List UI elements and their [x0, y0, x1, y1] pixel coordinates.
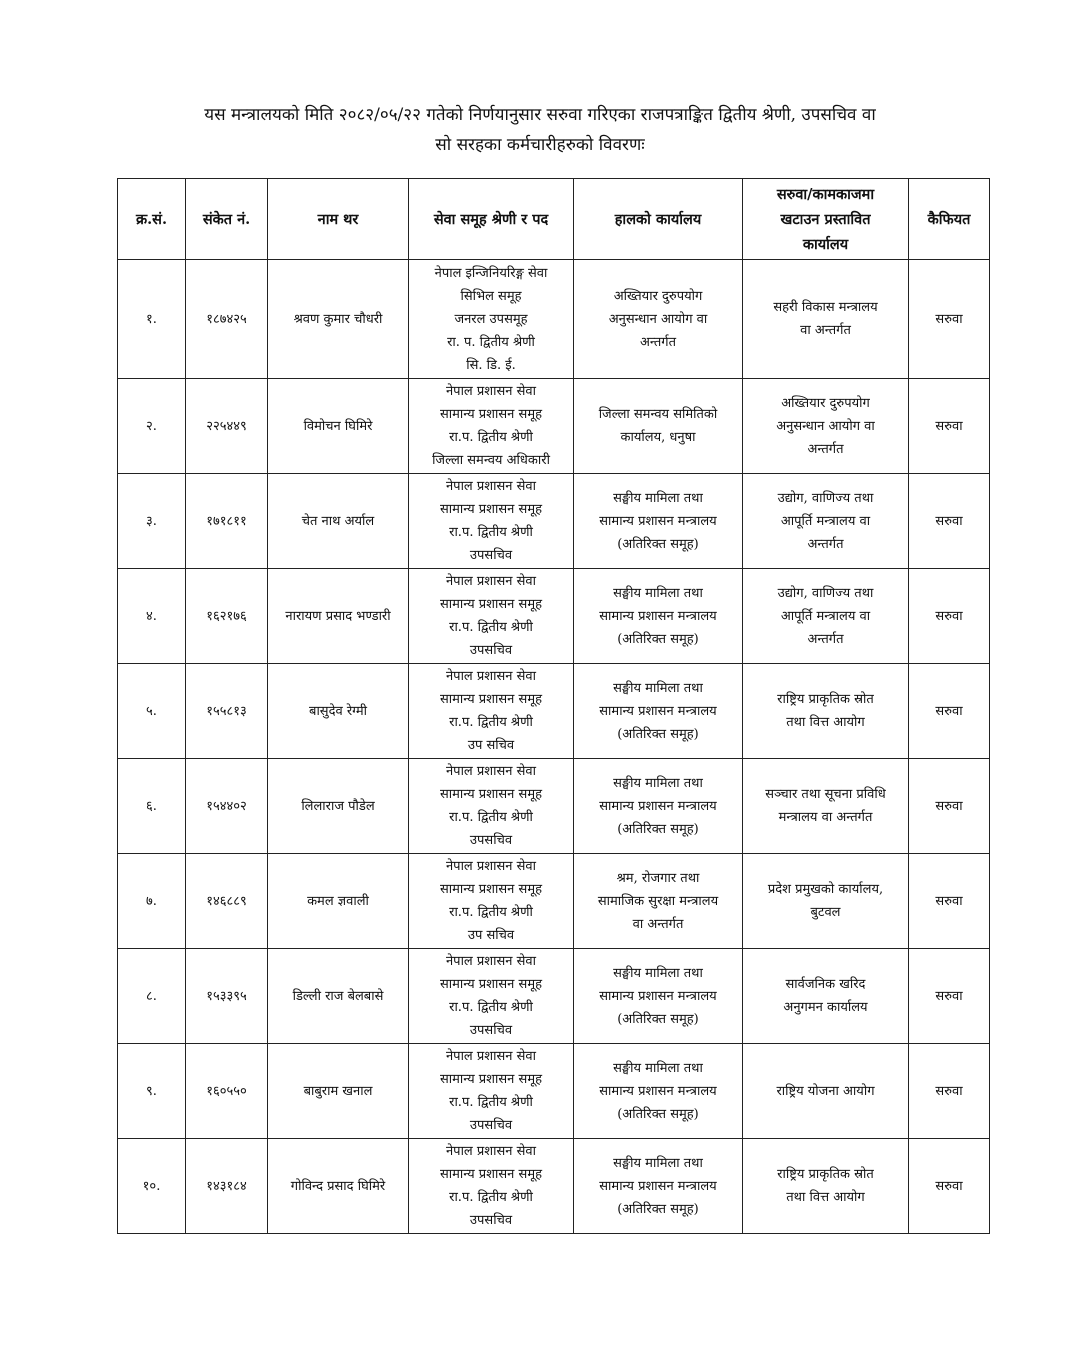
cell-service-line: सामान्य प्रशासन समूह [439, 882, 542, 897]
cell-proposed-office [743, 569, 909, 664]
cell-service-line: उपसचिव [469, 1118, 513, 1133]
cell-proposed-office [743, 474, 909, 569]
cell-proposed-office-line: सहरी विकास मन्त्रालय [773, 300, 878, 315]
cell-current-office [574, 664, 743, 759]
cell-current-office-line: कार्यालय, धनुषा [620, 430, 696, 445]
cell-service [409, 474, 574, 569]
cell-service-line: सामान्य प्रशासन समूह [439, 977, 542, 992]
cell-current-office [574, 949, 743, 1044]
cell-service-line: सामान्य प्रशासन समूह [439, 597, 542, 612]
table-row [118, 949, 990, 1044]
cell-current-office-line: सङ्घीय मामिला तथा [613, 680, 703, 696]
table-header-row [118, 179, 990, 260]
cell-current-office-line: सङ्घीय मामिला तथा [613, 1155, 703, 1171]
cell-proposed-office [743, 949, 909, 1044]
cell-service-line: जिल्ला समन्वय अधिकारी [432, 453, 550, 468]
cell-current-office [574, 1139, 743, 1234]
cell-current-office-line: सामान्य प्रशासन मन्त्रालय [599, 1178, 717, 1194]
cell-sn: ७. [118, 854, 186, 949]
cell-sn: ४. [118, 569, 186, 664]
cell-service-line: नेपाल इन्जिनियरिङ्ग सेवा [434, 265, 548, 281]
cell-current-office-line: सङ्घीय मामिला तथा [613, 585, 703, 601]
header-proposed-line: कार्यालय [802, 235, 849, 253]
cell-code: १७१८११ [186, 474, 268, 569]
cell-proposed-office-line: उद्योग, वाणिज्य तथा [777, 490, 874, 506]
cell-service-line: सिभिल समूह [460, 288, 522, 304]
cell-service [409, 1044, 574, 1139]
table-row [118, 379, 990, 474]
heading-line-1: यस मन्त्रालयको मिति २०८२/०५/२२ गतेको निर्णयानुसार सरुवा गरिएका राजपत्राङ्कित द्वितीय श्रेणी, उपसचिव वा [204, 105, 876, 125]
cell-name: श्रवण कुमार चौधरी [268, 260, 409, 379]
cell-current-office [574, 759, 743, 854]
cell-service-line: नेपाल प्रशासन सेवा [445, 574, 537, 589]
table-row [118, 1139, 990, 1234]
cell-proposed-office-line: आपूर्ति मन्त्रालय वा [780, 608, 871, 624]
cell-name: लिलाराज पौडेल [268, 759, 409, 854]
cell-service [409, 759, 574, 854]
cell-name: विमोचन घिमिरे [268, 379, 409, 474]
heading-line-2: सो सरहका कर्मचारीहरुको विवरणः [435, 135, 645, 155]
header-service: सेवा समूह श्रेणी र पद [409, 179, 574, 260]
cell-service-line: सामान्य प्रशासन समूह [439, 502, 542, 517]
cell-proposed-office-line: मन्त्रालय वा अन्तर्गत [778, 810, 873, 825]
cell-name: डिल्ली राज बेलबासे [268, 949, 409, 1044]
cell-remarks: सरुवा [909, 664, 990, 759]
cell-service-line: रा. प. द्वितीय श्रेणी [447, 334, 535, 350]
document-heading [120, 100, 960, 160]
cell-service [409, 1139, 574, 1234]
cell-code: २२५४४९ [186, 379, 268, 474]
cell-current-office-line: (अतिरिक्त समूह) [617, 821, 699, 837]
cell-current-office-line: सङ्घीय मामिला तथा [613, 965, 703, 981]
cell-code: १५५८१३ [186, 664, 268, 759]
cell-sn: ३. [118, 474, 186, 569]
cell-service-line: सामान्य प्रशासन समूह [439, 787, 542, 802]
cell-current-office [574, 379, 743, 474]
cell-proposed-office-line: प्रदेश प्रमुखको कार्यालय, [767, 882, 884, 897]
table-row [118, 664, 990, 759]
cell-current-office-line: सामान्य प्रशासन मन्त्रालय [599, 703, 717, 719]
cell-proposed-office-line: राष्ट्रिय प्राकृतिक स्रोत [777, 692, 874, 707]
cell-service-line: रा.प. द्वितीय श्रेणी [449, 1000, 533, 1015]
cell-current-office [574, 260, 743, 379]
cell-proposed-office-line: राष्ट्रिय योजना आयोग [776, 1083, 875, 1099]
cell-proposed-office [743, 379, 909, 474]
table-row [118, 260, 990, 379]
cell-current-office [574, 854, 743, 949]
cell-current-office-line: सामान्य प्रशासन मन्त्रालय [599, 1083, 717, 1099]
cell-proposed-office-line: सार्वजनिक खरिद [785, 977, 866, 992]
cell-sn: ६. [118, 759, 186, 854]
cell-proposed-office-line: अनुगमन कार्यालय [783, 1000, 868, 1015]
cell-service-line: रा.प. द्वितीय श्रेणी [449, 620, 533, 635]
cell-remarks: सरुवा [909, 260, 990, 379]
cell-current-office [574, 474, 743, 569]
cell-current-office [574, 569, 743, 664]
cell-service-line: रा.प. द्वितीय श्रेणी [449, 1095, 533, 1110]
cell-remarks: सरुवा [909, 379, 990, 474]
cell-current-office-line: अख्तियार दुरुपयोग [613, 288, 703, 304]
cell-sn: ८. [118, 949, 186, 1044]
cell-remarks: सरुवा [909, 1139, 990, 1234]
cell-service-line: सामान्य प्रशासन समूह [439, 1167, 542, 1182]
cell-proposed-office [743, 1044, 909, 1139]
cell-remarks: सरुवा [909, 569, 990, 664]
cell-remarks: सरुवा [909, 1044, 990, 1139]
cell-name: गोविन्द प्रसाद घिमिरे [268, 1139, 409, 1234]
cell-current-office-line: सङ्घीय मामिला तथा [613, 1060, 703, 1076]
cell-service-line: उपसचिव [469, 643, 513, 658]
header-proposed-line: खटाउन प्रस्तावित [780, 210, 871, 228]
cell-current-office [574, 1044, 743, 1139]
header-proposed-office [743, 179, 909, 260]
cell-service-line: रा.प. द्वितीय श्रेणी [449, 430, 533, 445]
cell-proposed-office-line: अनुसन्धान आयोग वा [776, 418, 875, 434]
cell-service [409, 379, 574, 474]
cell-service-line: उपसचिव [469, 1213, 513, 1228]
table-row [118, 1044, 990, 1139]
cell-code: १६२१७६ [186, 569, 268, 664]
header-code: संकेत नं. [186, 179, 268, 260]
cell-remarks: सरुवा [909, 759, 990, 854]
cell-proposed-office [743, 854, 909, 949]
table-row [118, 474, 990, 569]
cell-service-line: उपसचिव [469, 833, 513, 848]
cell-code: १५४४०२ [186, 759, 268, 854]
cell-code: १८७४२५ [186, 260, 268, 379]
cell-current-office-line: अन्तर्गत [639, 334, 677, 350]
cell-sn: १. [118, 260, 186, 379]
cell-service-line: नेपाल प्रशासन सेवा [445, 859, 537, 874]
cell-service-line: नेपाल प्रशासन सेवा [445, 1049, 537, 1064]
cell-service-line: उप सचिव [467, 928, 515, 943]
cell-service-line: रा.प. द्वितीय श्रेणी [449, 810, 533, 825]
cell-code: १४३१८४ [186, 1139, 268, 1234]
cell-service [409, 854, 574, 949]
cell-current-office-line: जिल्ला समन्वय समितिको [598, 407, 718, 422]
table-row [118, 854, 990, 949]
cell-proposed-office-line: तथा वित्त आयोग [786, 1190, 865, 1205]
cell-sn: ५. [118, 664, 186, 759]
cell-current-office-line: सामान्य प्रशासन मन्त्रालय [599, 513, 717, 529]
cell-code: १५३३९५ [186, 949, 268, 1044]
cell-service-line: रा.प. द्वितीय श्रेणी [449, 715, 533, 730]
cell-service-line: रा.प. द्वितीय श्रेणी [449, 525, 533, 540]
cell-current-office-line: वा अन्तर्गत [632, 916, 684, 932]
cell-remarks: सरुवा [909, 854, 990, 949]
cell-current-office-line: (अतिरिक्त समूह) [617, 1201, 699, 1217]
header-sn: क्र.सं. [118, 179, 186, 260]
cell-service-line: नेपाल प्रशासन सेवा [445, 954, 537, 969]
cell-proposed-office-line: सञ्चार तथा सूचना प्रविधि [765, 787, 886, 802]
cell-service-line: सामान्य प्रशासन समूह [439, 692, 542, 707]
cell-current-office-line: सामान्य प्रशासन मन्त्रालय [599, 608, 717, 624]
cell-service-line: नेपाल प्रशासन सेवा [445, 479, 537, 494]
table-row [118, 569, 990, 664]
cell-service-line: नेपाल प्रशासन सेवा [445, 669, 537, 684]
table-body [118, 260, 990, 1234]
cell-service-line: जनरल उपसमूह [454, 311, 528, 327]
cell-current-office-line: (अतिरिक्त समूह) [617, 536, 699, 552]
cell-current-office-line: सामान्य प्रशासन मन्त्रालय [599, 798, 717, 814]
cell-current-office-line: श्रम, रोजगार तथा [616, 870, 700, 886]
header-current-office: हालको कार्यालय [574, 179, 743, 260]
cell-sn: २. [118, 379, 186, 474]
cell-proposed-office [743, 664, 909, 759]
cell-current-office-line: (अतिरिक्त समूह) [617, 631, 699, 647]
cell-current-office-line: सङ्घीय मामिला तथा [613, 775, 703, 791]
cell-current-office-line: सङ्घीय मामिला तथा [613, 490, 703, 506]
cell-current-office-line: (अतिरिक्त समूह) [617, 1011, 699, 1027]
cell-service-line: नेपाल प्रशासन सेवा [445, 764, 537, 779]
cell-name: कमल ज्ञवाली [268, 854, 409, 949]
cell-service [409, 949, 574, 1044]
cell-sn: १०. [118, 1139, 186, 1234]
cell-proposed-office-line: बुटवल [810, 905, 841, 920]
cell-proposed-office [743, 759, 909, 854]
cell-code: १६०५५० [186, 1044, 268, 1139]
cell-service-line: रा.प. द्वितीय श्रेणी [449, 905, 533, 920]
cell-proposed-office-line: अख्तियार दुरुपयोग [781, 395, 870, 411]
cell-name: बासुदेव रेग्मी [268, 664, 409, 759]
cell-sn: ९. [118, 1044, 186, 1139]
cell-name: नारायण प्रसाद भण्डारी [268, 569, 409, 664]
cell-service-line: उप सचिव [467, 738, 515, 753]
cell-service-line: सामान्य प्रशासन समूह [439, 407, 542, 422]
cell-code: १४६८८९ [186, 854, 268, 949]
cell-proposed-office-line: तथा वित्त आयोग [786, 715, 865, 730]
cell-proposed-office-line: वा अन्तर्गत [800, 323, 851, 338]
cell-name: बाबुराम खनाल [268, 1044, 409, 1139]
header-name: नाम थर [268, 179, 409, 260]
cell-service-line: नेपाल प्रशासन सेवा [445, 384, 537, 399]
table-row [118, 759, 990, 854]
cell-current-office-line: (अतिरिक्त समूह) [617, 1106, 699, 1122]
cell-service [409, 260, 574, 379]
cell-proposed-office [743, 260, 909, 379]
cell-proposed-office-line: आपूर्ति मन्त्रालय वा [780, 513, 871, 529]
cell-remarks: सरुवा [909, 949, 990, 1044]
header-proposed-line: सरुवा/कामकाजमा [776, 185, 875, 203]
cell-proposed-office [743, 1139, 909, 1234]
cell-service-line: उपसचिव [469, 548, 513, 563]
cell-proposed-office-line: उद्योग, वाणिज्य तथा [777, 585, 874, 601]
cell-proposed-office-line: अन्तर्गत [807, 536, 844, 552]
cell-service-line: नेपाल प्रशासन सेवा [445, 1144, 537, 1159]
cell-name: चेत नाथ अर्याल [268, 474, 409, 569]
cell-service [409, 664, 574, 759]
cell-current-office-line: सामाजिक सुरक्षा मन्त्रालय [597, 893, 719, 909]
cell-proposed-office-line: अन्तर्गत [807, 441, 844, 457]
cell-current-office-line: (अतिरिक्त समूह) [617, 726, 699, 742]
cell-proposed-office-line: राष्ट्रिय प्राकृतिक स्रोत [777, 1167, 874, 1182]
cell-service-line: सामान्य प्रशासन समूह [439, 1072, 542, 1087]
cell-current-office-line: सामान्य प्रशासन मन्त्रालय [599, 988, 717, 1004]
cell-proposed-office-line: अन्तर्गत [807, 631, 844, 647]
cell-service-line: रा.प. द्वितीय श्रेणी [449, 1190, 533, 1205]
header-remarks: कैफियत [909, 179, 990, 260]
cell-service [409, 569, 574, 664]
cell-remarks: सरुवा [909, 474, 990, 569]
cell-current-office-line: अनुसन्धान आयोग वा [608, 311, 708, 327]
cell-service-line: सि. डि. ई. [466, 357, 516, 373]
cell-service-line: उपसचिव [469, 1023, 513, 1038]
transfer-table [117, 178, 990, 1234]
